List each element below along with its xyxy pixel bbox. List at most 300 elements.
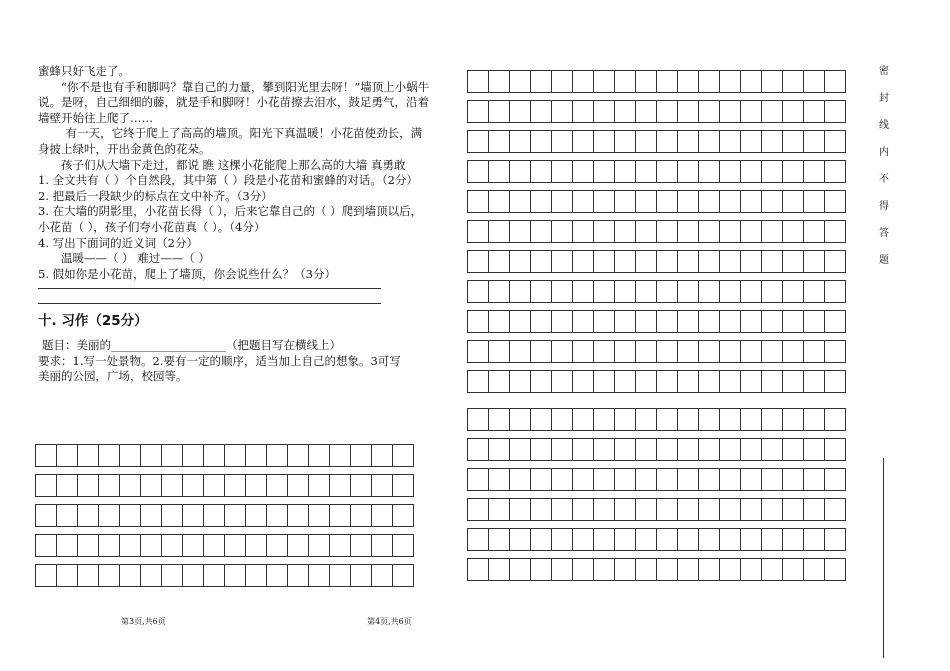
grid-cell[interactable] (531, 251, 552, 272)
grid-cell[interactable] (804, 469, 825, 490)
grid-cell[interactable] (57, 535, 78, 556)
grid-cell[interactable] (552, 371, 573, 392)
grid-cell[interactable] (762, 439, 783, 460)
grid-cell[interactable] (720, 371, 741, 392)
grid-cell[interactable] (510, 101, 531, 122)
grid-cell[interactable] (78, 445, 99, 466)
grid-cell[interactable] (78, 505, 99, 526)
grid-cell[interactable] (762, 161, 783, 182)
grid-cell[interactable] (330, 445, 351, 466)
grid-cell[interactable] (699, 371, 720, 392)
grid-cell[interactable] (573, 371, 594, 392)
grid-cell[interactable] (615, 469, 636, 490)
grid-cell[interactable] (468, 191, 489, 212)
grid-cell[interactable] (510, 499, 531, 520)
grid-cell[interactable] (372, 535, 393, 556)
grid-cell[interactable] (804, 499, 825, 520)
grid-cell[interactable] (657, 131, 678, 152)
grid-cell[interactable] (741, 161, 762, 182)
grid-cell[interactable] (615, 71, 636, 92)
grid-cell[interactable] (594, 409, 615, 430)
grid-cell[interactable] (552, 311, 573, 332)
grid-cell[interactable] (267, 505, 288, 526)
grid-cell[interactable] (489, 161, 510, 182)
grid-cell[interactable] (636, 529, 657, 550)
grid-cell[interactable] (552, 191, 573, 212)
grid-cell[interactable] (657, 251, 678, 272)
grid-cell[interactable] (720, 499, 741, 520)
grid-cell[interactable] (678, 409, 699, 430)
grid-cell[interactable] (552, 71, 573, 92)
grid-cell[interactable] (573, 161, 594, 182)
grid-cell[interactable] (699, 131, 720, 152)
grid-cell[interactable] (720, 71, 741, 92)
grid-cell[interactable] (741, 469, 762, 490)
grid-cell[interactable] (489, 101, 510, 122)
grid-cell[interactable] (720, 409, 741, 430)
grid-cell[interactable] (741, 439, 762, 460)
grid-cell[interactable] (552, 131, 573, 152)
grid-cell[interactable] (657, 101, 678, 122)
grid-cell[interactable] (678, 71, 699, 92)
grid-cell[interactable] (99, 475, 120, 496)
grid-cell[interactable] (393, 475, 414, 496)
grid-cell[interactable] (825, 371, 846, 392)
grid-cell[interactable] (783, 191, 804, 212)
grid-cell[interactable] (825, 281, 846, 302)
grid-cell[interactable] (489, 251, 510, 272)
grid-cell[interactable] (762, 409, 783, 430)
grid-cell[interactable] (489, 191, 510, 212)
grid-cell[interactable] (468, 439, 489, 460)
grid-cell[interactable] (636, 281, 657, 302)
grid-cell[interactable] (552, 101, 573, 122)
grid-cell[interactable] (615, 101, 636, 122)
grid-cell[interactable] (783, 131, 804, 152)
grid-cell[interactable] (36, 565, 57, 586)
grid-cell[interactable] (783, 499, 804, 520)
grid-cell[interactable] (489, 281, 510, 302)
grid-cell[interactable] (804, 251, 825, 272)
grid-cell[interactable] (657, 409, 678, 430)
grid-cell[interactable] (552, 439, 573, 460)
grid-cell[interactable] (741, 311, 762, 332)
grid-cell[interactable] (351, 505, 372, 526)
grid-cell[interactable] (531, 439, 552, 460)
grid-cell[interactable] (699, 341, 720, 362)
grid-cell[interactable] (720, 251, 741, 272)
grid-cell[interactable] (762, 191, 783, 212)
grid-cell[interactable] (141, 445, 162, 466)
grid-cell[interactable] (531, 529, 552, 550)
grid-cell[interactable] (99, 505, 120, 526)
grid-cell[interactable] (267, 565, 288, 586)
grid-cell[interactable] (594, 101, 615, 122)
grid-cell[interactable] (699, 469, 720, 490)
grid-cell[interactable] (531, 71, 552, 92)
grid-cell[interactable] (762, 131, 783, 152)
grid-cell[interactable] (330, 565, 351, 586)
grid-cell[interactable] (594, 529, 615, 550)
grid-cell[interactable] (699, 101, 720, 122)
grid-cell[interactable] (489, 439, 510, 460)
grid-cell[interactable] (57, 445, 78, 466)
grid-cell[interactable] (573, 341, 594, 362)
grid-cell[interactable] (531, 559, 552, 580)
grid-cell[interactable] (120, 565, 141, 586)
grid-cell[interactable] (99, 445, 120, 466)
grid-cell[interactable] (783, 409, 804, 430)
grid-cell[interactable] (636, 469, 657, 490)
grid-cell[interactable] (678, 281, 699, 302)
grid-cell[interactable] (678, 469, 699, 490)
grid-cell[interactable] (489, 131, 510, 152)
grid-cell[interactable] (288, 565, 309, 586)
grid-cell[interactable] (657, 371, 678, 392)
grid-cell[interactable] (552, 499, 573, 520)
grid-cell[interactable] (741, 281, 762, 302)
grid-cell[interactable] (762, 101, 783, 122)
grid-cell[interactable] (720, 469, 741, 490)
grid-cell[interactable] (657, 469, 678, 490)
grid-cell[interactable] (594, 71, 615, 92)
grid-cell[interactable] (636, 559, 657, 580)
grid-cell[interactable] (720, 439, 741, 460)
grid-cell[interactable] (720, 161, 741, 182)
grid-cell[interactable] (204, 445, 225, 466)
grid-cell[interactable] (762, 559, 783, 580)
grid-cell[interactable] (531, 499, 552, 520)
grid-cell[interactable] (573, 251, 594, 272)
grid-cell[interactable] (762, 469, 783, 490)
grid-cell[interactable] (699, 191, 720, 212)
grid-cell[interactable] (741, 371, 762, 392)
grid-cell[interactable] (636, 71, 657, 92)
grid-cell[interactable] (78, 535, 99, 556)
grid-cell[interactable] (825, 311, 846, 332)
grid-cell[interactable] (678, 161, 699, 182)
grid-cell[interactable] (510, 281, 531, 302)
grid-cell[interactable] (762, 311, 783, 332)
grid-cell[interactable] (510, 221, 531, 242)
grid-cell[interactable] (309, 565, 330, 586)
grid-cell[interactable] (678, 341, 699, 362)
grid-cell[interactable] (678, 439, 699, 460)
grid-cell[interactable] (468, 251, 489, 272)
grid-cell[interactable] (36, 445, 57, 466)
grid-cell[interactable] (351, 475, 372, 496)
grid-cell[interactable] (141, 505, 162, 526)
grid-cell[interactable] (468, 71, 489, 92)
grid-cell[interactable] (552, 251, 573, 272)
grid-cell[interactable] (330, 505, 351, 526)
grid-cell[interactable] (825, 341, 846, 362)
grid-cell[interactable] (57, 565, 78, 586)
grid-cell[interactable] (162, 565, 183, 586)
grid-cell[interactable] (720, 311, 741, 332)
grid-cell[interactable] (57, 475, 78, 496)
grid-cell[interactable] (762, 71, 783, 92)
grid-cell[interactable] (573, 221, 594, 242)
grid-cell[interactable] (510, 71, 531, 92)
grid-cell[interactable] (552, 161, 573, 182)
grid-cell[interactable] (489, 559, 510, 580)
grid-cell[interactable] (531, 371, 552, 392)
grid-cell[interactable] (657, 221, 678, 242)
grid-cell[interactable] (552, 341, 573, 362)
grid-cell[interactable] (225, 565, 246, 586)
grid-cell[interactable] (309, 475, 330, 496)
grid-cell[interactable] (636, 131, 657, 152)
grid-cell[interactable] (804, 371, 825, 392)
grid-cell[interactable] (615, 131, 636, 152)
grid-cell[interactable] (141, 565, 162, 586)
grid-cell[interactable] (594, 251, 615, 272)
grid-cell[interactable] (720, 559, 741, 580)
grid-cell[interactable] (204, 565, 225, 586)
grid-cell[interactable] (183, 505, 204, 526)
grid-cell[interactable] (657, 311, 678, 332)
grid-cell[interactable] (615, 251, 636, 272)
grid-cell[interactable] (657, 281, 678, 302)
grid-cell[interactable] (246, 505, 267, 526)
grid-cell[interactable] (825, 409, 846, 430)
grid-cell[interactable] (531, 221, 552, 242)
grid-cell[interactable] (489, 469, 510, 490)
grid-cell[interactable] (720, 341, 741, 362)
grid-cell[interactable] (615, 221, 636, 242)
grid-cell[interactable] (657, 71, 678, 92)
grid-cell[interactable] (699, 281, 720, 302)
grid-cell[interactable] (246, 475, 267, 496)
grid-cell[interactable] (204, 505, 225, 526)
grid-cell[interactable] (678, 371, 699, 392)
grid-cell[interactable] (594, 559, 615, 580)
grid-cell[interactable] (552, 469, 573, 490)
grid-cell[interactable] (573, 101, 594, 122)
grid-cell[interactable] (762, 221, 783, 242)
grid-cell[interactable] (183, 475, 204, 496)
grid-cell[interactable] (825, 191, 846, 212)
grid-cell[interactable] (762, 251, 783, 272)
grid-cell[interactable] (783, 161, 804, 182)
grid-cell[interactable] (783, 439, 804, 460)
grid-cell[interactable] (594, 371, 615, 392)
grid-cell[interactable] (594, 311, 615, 332)
grid-cell[interactable] (531, 281, 552, 302)
grid-cell[interactable] (510, 559, 531, 580)
grid-cell[interactable] (267, 445, 288, 466)
grid-cell[interactable] (489, 529, 510, 550)
grid-cell[interactable] (594, 131, 615, 152)
grid-cell[interactable] (720, 221, 741, 242)
grid-cell[interactable] (699, 71, 720, 92)
grid-cell[interactable] (330, 475, 351, 496)
grid-cell[interactable] (615, 559, 636, 580)
grid-cell[interactable] (657, 161, 678, 182)
grid-cell[interactable] (531, 409, 552, 430)
grid-cell[interactable] (678, 101, 699, 122)
grid-cell[interactable] (804, 559, 825, 580)
grid-cell[interactable] (531, 101, 552, 122)
grid-cell[interactable] (783, 371, 804, 392)
grid-cell[interactable] (510, 251, 531, 272)
grid-cell[interactable] (699, 409, 720, 430)
grid-cell[interactable] (657, 529, 678, 550)
grid-cell[interactable] (678, 529, 699, 550)
grid-cell[interactable] (183, 535, 204, 556)
grid-cell[interactable] (330, 535, 351, 556)
grid-cell[interactable] (720, 101, 741, 122)
grid-cell[interactable] (225, 535, 246, 556)
grid-cell[interactable] (720, 191, 741, 212)
grid-cell[interactable] (699, 311, 720, 332)
grid-cell[interactable] (594, 341, 615, 362)
grid-cell[interactable] (372, 505, 393, 526)
grid-cell[interactable] (615, 529, 636, 550)
grid-cell[interactable] (573, 131, 594, 152)
grid-cell[interactable] (657, 439, 678, 460)
grid-cell[interactable] (552, 559, 573, 580)
grid-cell[interactable] (510, 191, 531, 212)
grid-cell[interactable] (246, 535, 267, 556)
grid-cell[interactable] (510, 409, 531, 430)
grid-cell[interactable] (57, 505, 78, 526)
grid-cell[interactable] (678, 221, 699, 242)
grid-cell[interactable] (225, 475, 246, 496)
grid-cell[interactable] (804, 281, 825, 302)
grid-cell[interactable] (825, 251, 846, 272)
grid-cell[interactable] (804, 409, 825, 430)
grid-cell[interactable] (741, 191, 762, 212)
grid-cell[interactable] (99, 535, 120, 556)
grid-cell[interactable] (288, 535, 309, 556)
grid-cell[interactable] (615, 191, 636, 212)
grid-cell[interactable] (783, 341, 804, 362)
grid-cell[interactable] (162, 505, 183, 526)
grid-cell[interactable] (36, 475, 57, 496)
grid-cell[interactable] (804, 311, 825, 332)
grid-cell[interactable] (489, 341, 510, 362)
grid-cell[interactable] (120, 505, 141, 526)
grid-cell[interactable] (804, 71, 825, 92)
grid-cell[interactable] (573, 439, 594, 460)
grid-cell[interactable] (804, 529, 825, 550)
grid-cell[interactable] (678, 499, 699, 520)
grid-cell[interactable] (615, 311, 636, 332)
grid-cell[interactable] (804, 341, 825, 362)
grid-cell[interactable] (510, 439, 531, 460)
grid-cell[interactable] (783, 281, 804, 302)
grid-cell[interactable] (783, 469, 804, 490)
grid-cell[interactable] (468, 221, 489, 242)
grid-cell[interactable] (741, 71, 762, 92)
grid-cell[interactable] (657, 191, 678, 212)
grid-cell[interactable] (372, 565, 393, 586)
grid-cell[interactable] (741, 341, 762, 362)
grid-cell[interactable] (762, 529, 783, 550)
grid-cell[interactable] (741, 101, 762, 122)
grid-cell[interactable] (804, 131, 825, 152)
grid-cell[interactable] (699, 161, 720, 182)
grid-cell[interactable] (573, 191, 594, 212)
grid-cell[interactable] (678, 191, 699, 212)
grid-cell[interactable] (309, 535, 330, 556)
grid-cell[interactable] (783, 71, 804, 92)
grid-cell[interactable] (594, 161, 615, 182)
grid-cell[interactable] (531, 311, 552, 332)
grid-cell[interactable] (183, 445, 204, 466)
grid-cell[interactable] (99, 565, 120, 586)
grid-cell[interactable] (657, 341, 678, 362)
grid-cell[interactable] (741, 251, 762, 272)
grid-cell[interactable] (510, 341, 531, 362)
grid-cell[interactable] (804, 191, 825, 212)
grid-cell[interactable] (351, 445, 372, 466)
grid-cell[interactable] (636, 499, 657, 520)
grid-cell[interactable] (615, 281, 636, 302)
grid-cell[interactable] (141, 535, 162, 556)
grid-cell[interactable] (573, 281, 594, 302)
grid-cell[interactable] (615, 341, 636, 362)
grid-cell[interactable] (141, 475, 162, 496)
grid-cell[interactable] (510, 311, 531, 332)
grid-cell[interactable] (825, 439, 846, 460)
grid-cell[interactable] (225, 505, 246, 526)
grid-cell[interactable] (468, 529, 489, 550)
grid-cell[interactable] (372, 445, 393, 466)
grid-cell[interactable] (741, 131, 762, 152)
grid-cell[interactable] (783, 311, 804, 332)
grid-cell[interactable] (552, 221, 573, 242)
grid-cell[interactable] (636, 409, 657, 430)
grid-cell[interactable] (699, 221, 720, 242)
grid-cell[interactable] (594, 191, 615, 212)
grid-cell[interactable] (825, 469, 846, 490)
grid-cell[interactable] (225, 445, 246, 466)
grid-cell[interactable] (741, 409, 762, 430)
grid-cell[interactable] (468, 161, 489, 182)
grid-cell[interactable] (699, 559, 720, 580)
grid-cell[interactable] (489, 409, 510, 430)
grid-cell[interactable] (741, 221, 762, 242)
grid-cell[interactable] (468, 101, 489, 122)
grid-cell[interactable] (531, 161, 552, 182)
grid-cell[interactable] (762, 281, 783, 302)
grid-cell[interactable] (741, 559, 762, 580)
grid-cell[interactable] (531, 341, 552, 362)
grid-cell[interactable] (288, 505, 309, 526)
grid-cell[interactable] (78, 475, 99, 496)
grid-cell[interactable] (162, 535, 183, 556)
grid-cell[interactable] (78, 565, 99, 586)
grid-cell[interactable] (309, 505, 330, 526)
grid-cell[interactable] (573, 409, 594, 430)
grid-cell[interactable] (510, 529, 531, 550)
grid-cell[interactable] (510, 161, 531, 182)
grid-cell[interactable] (120, 535, 141, 556)
grid-cell[interactable] (762, 499, 783, 520)
grid-cell[interactable] (267, 535, 288, 556)
grid-cell[interactable] (699, 499, 720, 520)
grid-cell[interactable] (825, 71, 846, 92)
grid-cell[interactable] (351, 535, 372, 556)
grid-cell[interactable] (825, 529, 846, 550)
grid-cell[interactable] (825, 221, 846, 242)
grid-cell[interactable] (678, 311, 699, 332)
grid-cell[interactable] (162, 475, 183, 496)
grid-cell[interactable] (678, 251, 699, 272)
